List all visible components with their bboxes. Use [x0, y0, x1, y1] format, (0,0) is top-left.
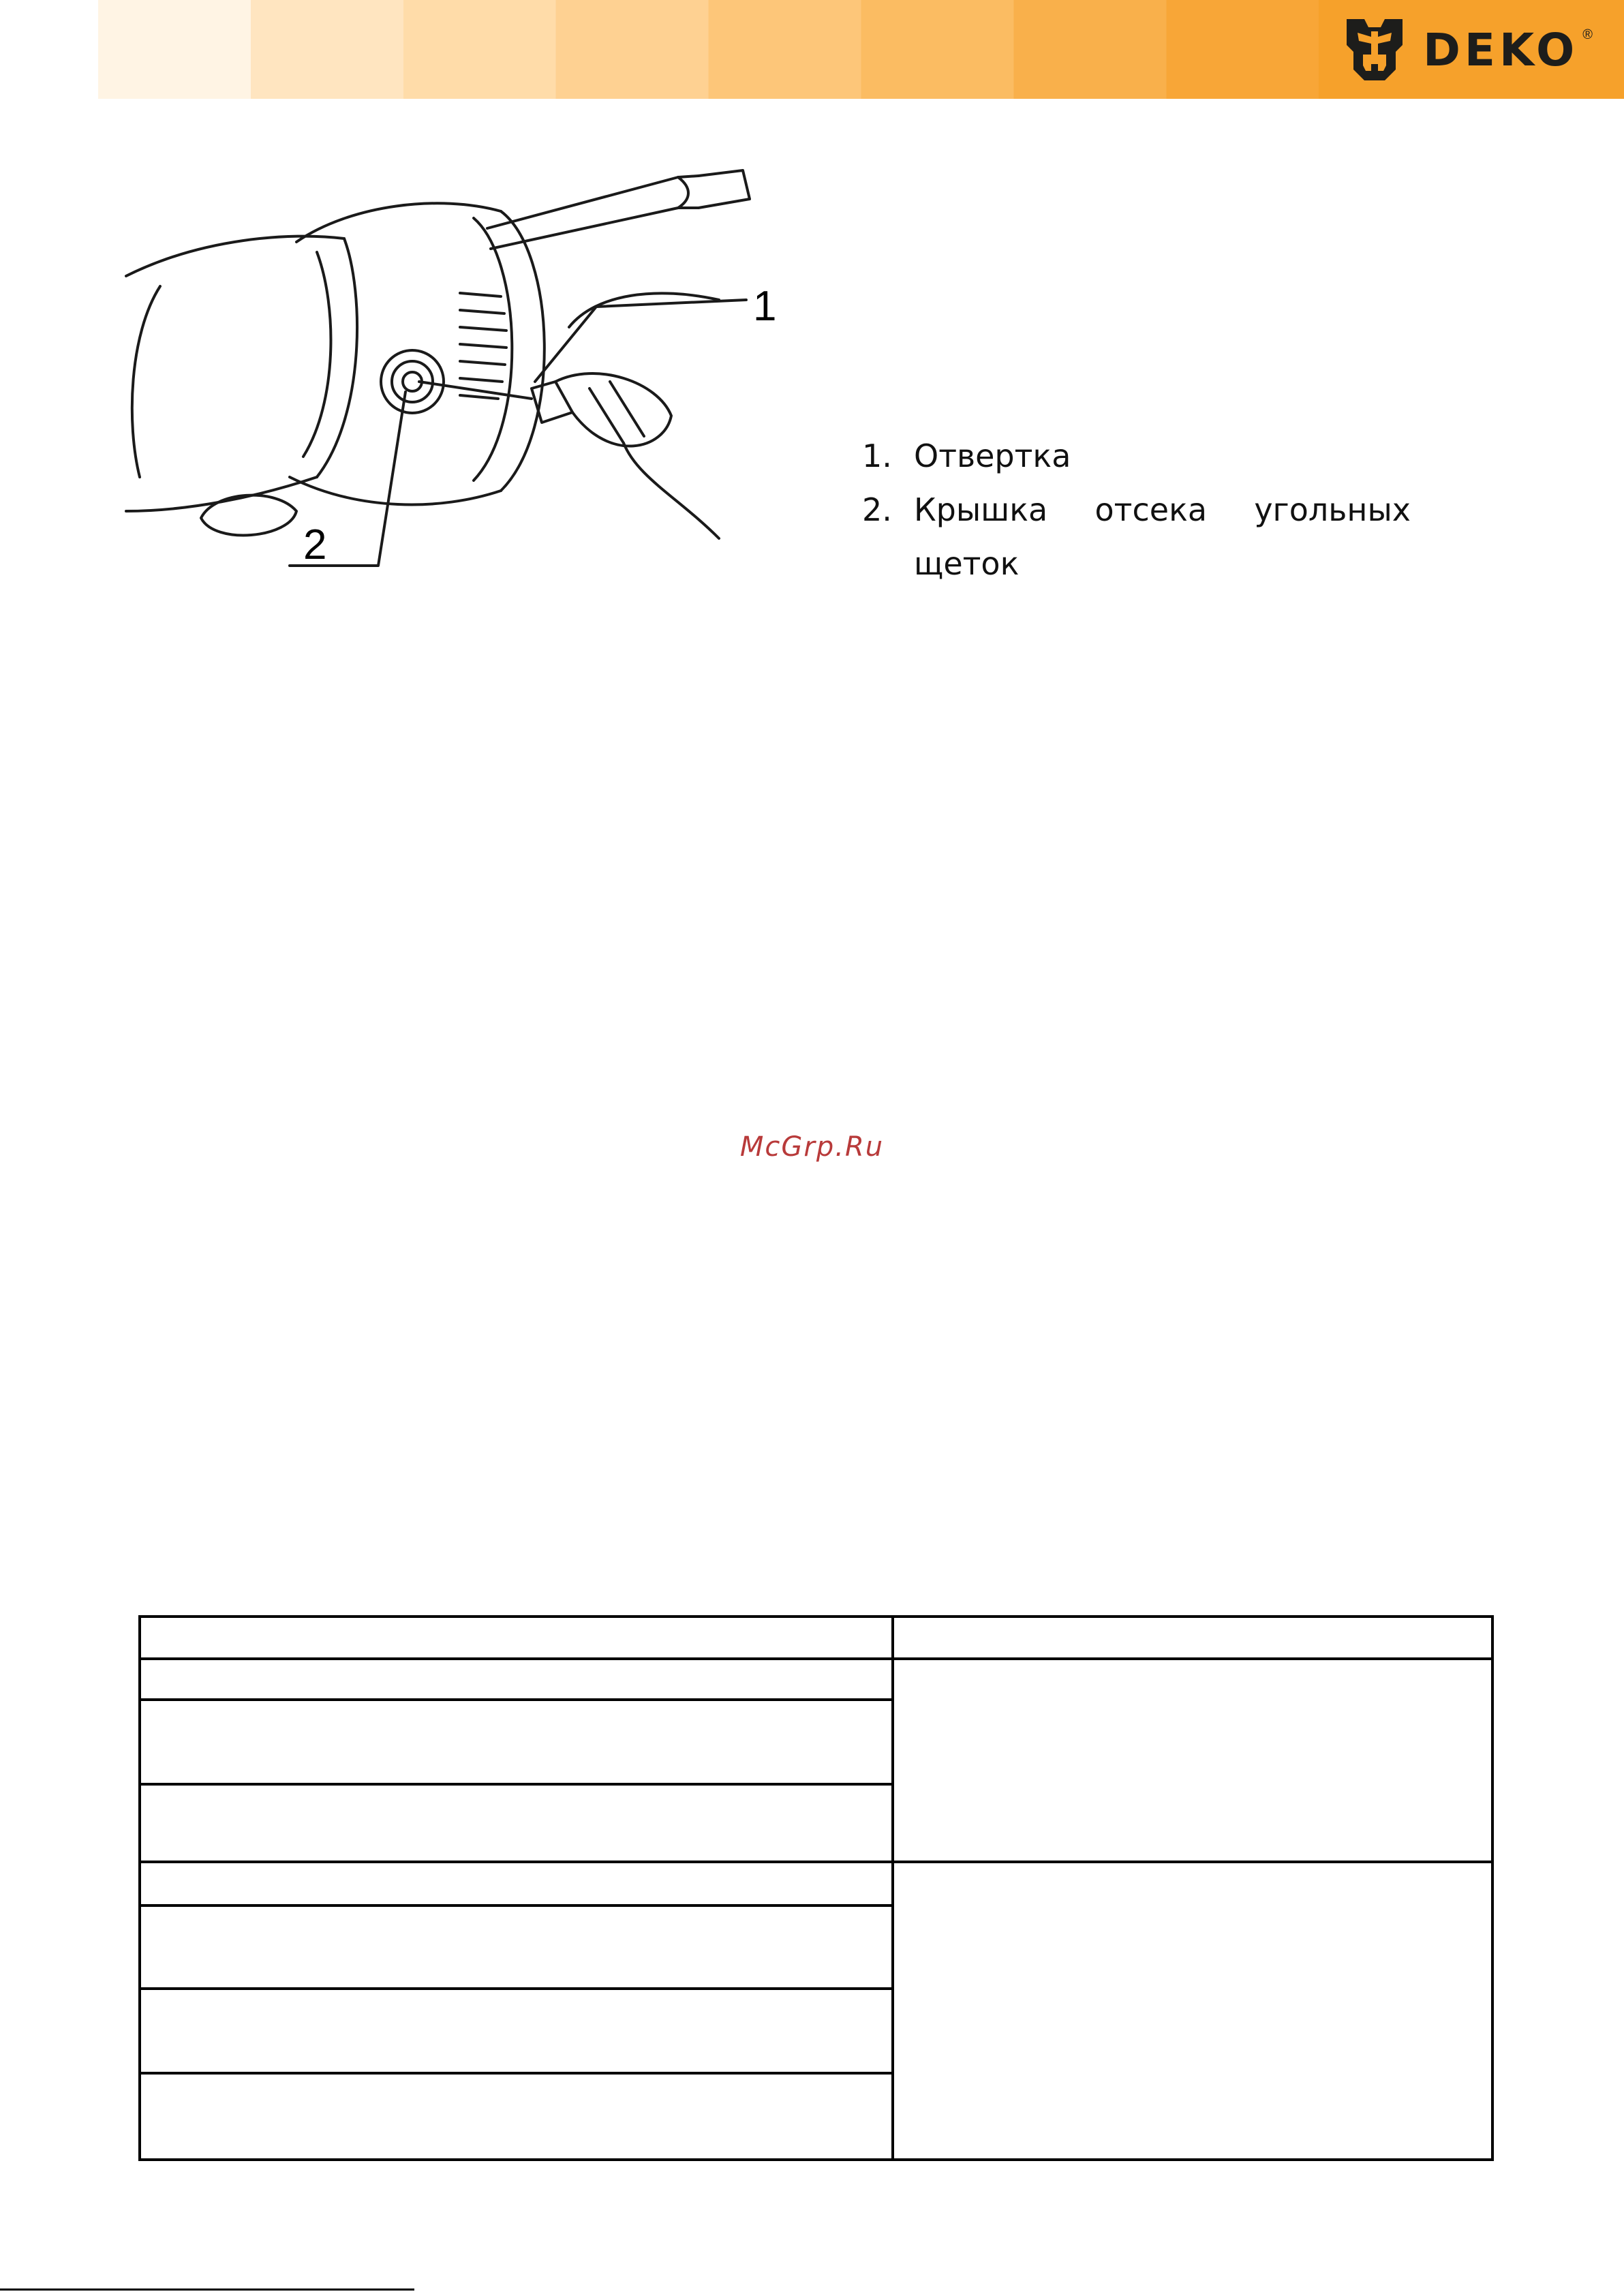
footnote-divider [0, 2289, 414, 2291]
table-cell [893, 1862, 1492, 2160]
table-row [140, 1862, 1492, 1905]
legend-item [862, 429, 1411, 483]
empty-table [138, 1615, 1494, 2161]
table-cell [893, 1617, 1492, 1659]
brush-cover-illustration [119, 157, 814, 593]
figure-legend [862, 429, 1411, 591]
registered-mark: ® [1582, 27, 1593, 42]
legend-text: Крышка отсека угольных щеток [914, 491, 1411, 582]
table-cell [140, 1989, 893, 2073]
table-cell [140, 1617, 893, 1659]
callout-1: 1 [753, 283, 777, 330]
legend-number: 1. [862, 438, 892, 474]
deko-robot-head-logo-icon [1337, 12, 1412, 87]
table-cell [140, 2073, 893, 2160]
table-cell [140, 1659, 893, 1700]
table-cell [140, 1905, 893, 1989]
legend-item [862, 483, 1411, 591]
brand-name: DEKO [1423, 23, 1579, 76]
legend-number: 2. [862, 491, 892, 528]
header-banner [98, 0, 1624, 99]
table-cell [893, 1659, 1492, 1862]
table-cell [140, 1862, 893, 1905]
table-row [140, 1617, 1492, 1659]
callout-2: 2 [303, 521, 327, 568]
legend-text: Отвертка [914, 438, 1071, 474]
table-cell [140, 1700, 893, 1784]
brand-logo [1337, 12, 1599, 87]
table-cell [140, 1784, 893, 1862]
watermark: McGrp.Ru [739, 1131, 885, 1163]
table-row [140, 1659, 1492, 1700]
